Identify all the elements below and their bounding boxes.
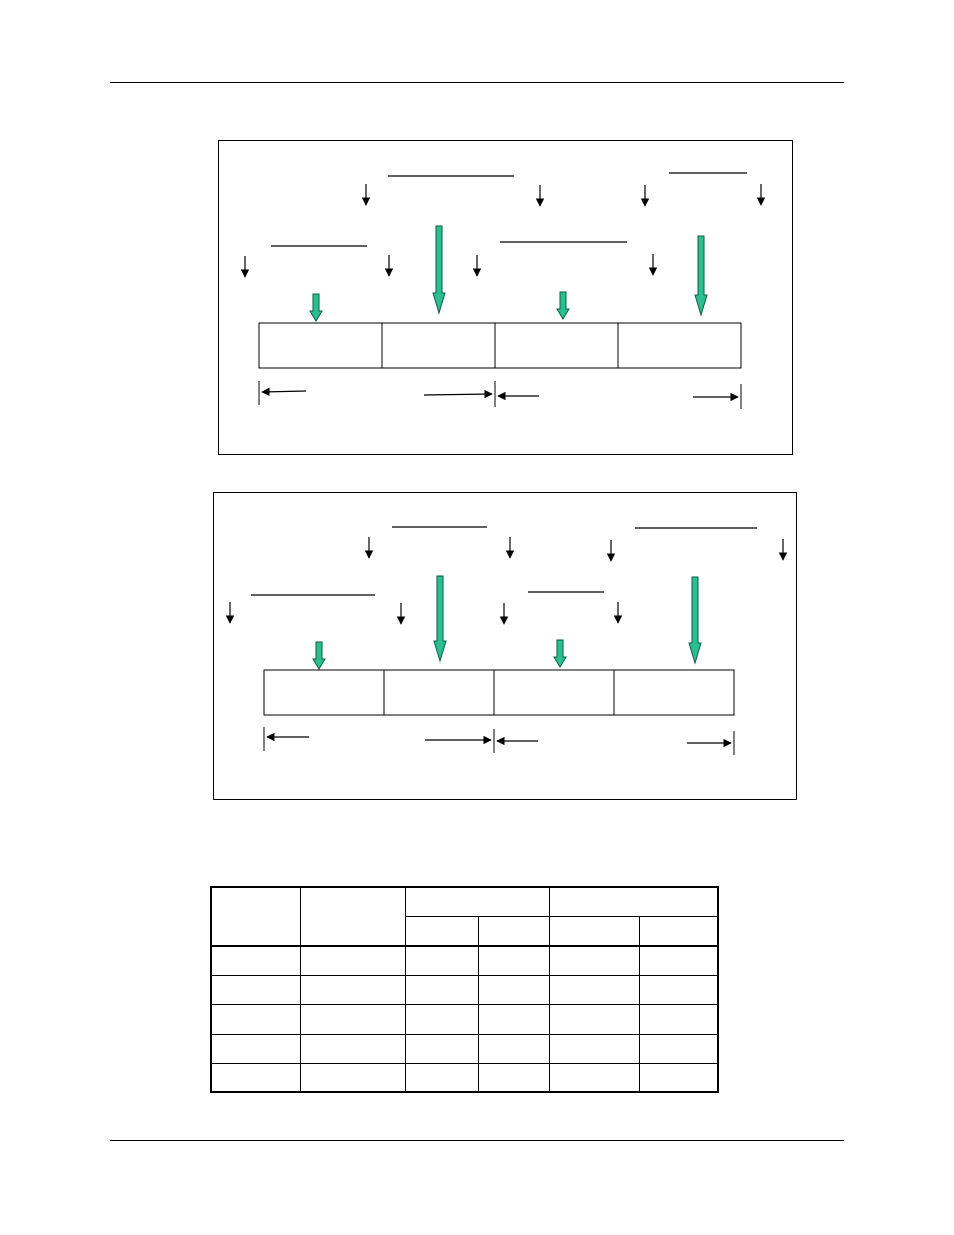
timing-diagram-2 [213, 492, 797, 800]
green-arrow-icon [557, 292, 569, 319]
segment-box [264, 670, 384, 715]
table-header-row [211, 887, 718, 916]
table-cell [211, 946, 300, 975]
table-cell [478, 975, 549, 1004]
segment-box [614, 670, 734, 715]
green-arrow-icon [433, 226, 445, 313]
table-cell [300, 975, 405, 1004]
table-cell [639, 975, 718, 1004]
table-header-cell [300, 887, 405, 946]
table-cell [639, 946, 718, 975]
table-subheader-cell [405, 916, 478, 946]
table-subheader-cell [639, 916, 718, 946]
table-row [211, 1004, 718, 1034]
table-cell [549, 946, 639, 975]
table-subheader-cell [478, 916, 549, 946]
table-header-group [549, 887, 718, 916]
timing-diagram-1 [218, 140, 793, 455]
timing-diagram-2-canvas [214, 493, 798, 801]
table-cell [405, 1034, 478, 1063]
table-cell [405, 975, 478, 1004]
segment-box [494, 670, 614, 715]
table-cell [300, 1034, 405, 1063]
table-cell [405, 1063, 478, 1092]
table-cell [549, 1063, 639, 1092]
table-header-cell [211, 887, 300, 946]
table-cell [549, 1034, 639, 1063]
table-cell [478, 946, 549, 975]
segment-box [382, 323, 495, 368]
table-row [211, 1034, 718, 1063]
table-row [211, 946, 718, 975]
table-cell [211, 1063, 300, 1092]
green-arrow-icon [554, 640, 566, 667]
green-arrow-icon [689, 577, 701, 663]
green-arrow-icon [313, 642, 325, 669]
table-cell [300, 1063, 405, 1092]
segment-box [384, 670, 494, 715]
table-cell [478, 1034, 549, 1063]
segment-box [618, 323, 741, 368]
table-cell [405, 946, 478, 975]
footer-rule [110, 1140, 844, 1141]
table-cell [549, 1004, 639, 1034]
segment-box [259, 323, 382, 368]
right-arrow-icon [424, 394, 492, 395]
table-cell [639, 1034, 718, 1063]
table-row [211, 1063, 718, 1092]
table-header-group [405, 887, 549, 916]
table-cell [549, 975, 639, 1004]
left-arrow-icon [262, 391, 306, 392]
green-arrow-icon [434, 576, 446, 661]
table-cell [405, 1004, 478, 1034]
table-subheader-cell [549, 916, 639, 946]
table-cell [211, 1004, 300, 1034]
table-cell [478, 1004, 549, 1034]
table-row [211, 975, 718, 1004]
timing-table [210, 886, 719, 1093]
table-cell [300, 1004, 405, 1034]
table-cell [300, 946, 405, 975]
table-cell [211, 975, 300, 1004]
table-cell [478, 1063, 549, 1092]
table-cell [211, 1034, 300, 1063]
table-cell [639, 1004, 718, 1034]
segment-box [495, 323, 618, 368]
green-arrow-icon [695, 236, 707, 315]
table-cell [639, 1063, 718, 1092]
header-rule [110, 82, 844, 83]
green-arrow-icon [310, 294, 322, 321]
timing-diagram-1-canvas [219, 141, 794, 456]
